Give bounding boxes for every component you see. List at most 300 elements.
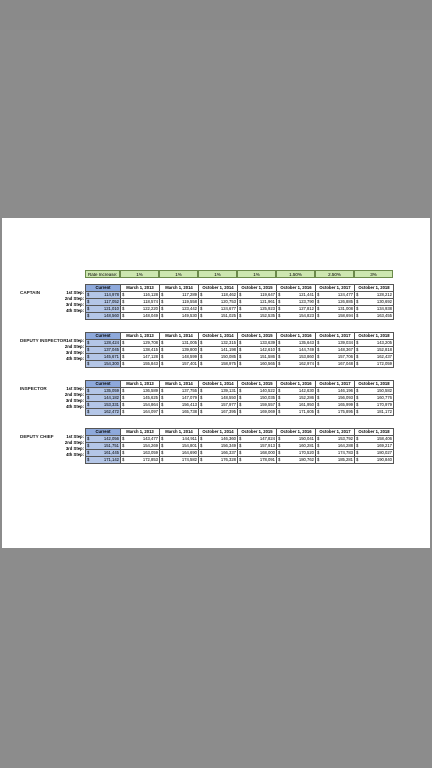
dollar-sign: $	[200, 313, 203, 318]
salary-value: 145,671	[103, 354, 119, 359]
salary-value: 147,079	[181, 395, 197, 400]
salary-value: 151,586	[259, 354, 275, 359]
salary-cell	[199, 409, 238, 416]
column-header: October 1, 2018	[355, 333, 394, 340]
salary-value: 153,792	[337, 436, 353, 441]
table-row	[86, 450, 394, 457]
dollar-sign: $	[317, 354, 320, 359]
dollar-sign: $	[122, 347, 125, 352]
salary-cell	[86, 306, 121, 313]
salary-value: 154,269	[142, 443, 158, 448]
rate-increase-value: 1%	[159, 270, 198, 278]
salary-cell	[199, 313, 238, 320]
salary-value: 190,840	[376, 457, 392, 462]
salary-value: 123,790	[298, 299, 314, 304]
dollar-sign: $	[356, 347, 359, 352]
dollar-sign: $	[87, 443, 90, 448]
salary-value: 160,281	[298, 443, 314, 448]
column-header: March 1, 2014	[160, 285, 199, 292]
dollar-sign: $	[87, 457, 90, 462]
salary-value: 169,069	[259, 409, 275, 414]
salary-cell	[86, 443, 121, 450]
dollar-sign: $	[87, 299, 90, 304]
salary-value: 174,783	[337, 450, 353, 455]
rate-increase-value: 3%	[354, 270, 393, 278]
dollar-sign: $	[239, 388, 242, 393]
salary-cell	[86, 313, 121, 320]
dollar-sign: $	[122, 395, 125, 400]
salary-cell	[316, 299, 355, 306]
salary-value: 185,281	[337, 457, 353, 462]
salary-value: 158,975	[220, 361, 236, 366]
dollar-sign: $	[122, 402, 125, 407]
salary-value: 140,522	[259, 388, 275, 393]
salary-cell	[160, 388, 199, 395]
salary-value: 135,059	[103, 388, 119, 393]
salary-cell	[86, 450, 121, 457]
dollar-sign: $	[87, 361, 90, 366]
salary-cell	[160, 457, 199, 464]
rate-increase-value: 1%	[198, 270, 237, 278]
salary-cell	[238, 402, 277, 409]
column-header: October 1, 2016	[277, 381, 316, 388]
dollar-sign: $	[161, 402, 164, 407]
dollar-sign: $	[239, 299, 242, 304]
salary-cell	[355, 450, 394, 457]
dollar-sign: $	[200, 395, 203, 400]
dollar-sign: $	[122, 457, 125, 462]
salary-cell	[199, 347, 238, 354]
salary-cell	[121, 354, 160, 361]
table-row	[86, 443, 394, 450]
table-row	[86, 347, 394, 354]
dollar-sign: $	[356, 354, 359, 359]
salary-value: 118,462	[221, 292, 236, 297]
salary-cell	[199, 395, 238, 402]
salary-cell	[238, 409, 277, 416]
dollar-sign: $	[200, 457, 203, 462]
salary-cell	[160, 361, 199, 368]
salary-value: 146,196	[337, 388, 353, 393]
dollar-sign: $	[356, 340, 359, 345]
dollar-sign: $	[317, 292, 320, 297]
rate-increase-value: 1%	[120, 270, 159, 278]
table-row	[86, 402, 394, 409]
salary-value: 130,692	[376, 299, 392, 304]
dollar-sign: $	[239, 340, 242, 345]
dollar-sign: $	[239, 395, 242, 400]
salary-cell	[121, 450, 160, 457]
salary-cell	[316, 361, 355, 368]
rate-increase-value: 1.50%	[276, 270, 315, 278]
dollar-sign: $	[239, 292, 242, 297]
dollar-sign: $	[161, 443, 164, 448]
salary-cell	[238, 313, 277, 320]
salary-cell	[121, 292, 160, 299]
dollar-sign: $	[317, 388, 320, 393]
salary-value: 149,530	[181, 313, 197, 318]
salary-value: 144,749	[298, 347, 314, 352]
dollar-sign: $	[239, 313, 242, 318]
salary-cell	[277, 457, 316, 464]
salary-cell	[199, 299, 238, 306]
dollar-sign: $	[356, 443, 359, 448]
dollar-sign: $	[317, 409, 320, 414]
salary-cell	[355, 306, 394, 313]
salary-cell	[238, 347, 277, 354]
salary-cell	[355, 402, 394, 409]
dollar-sign: $	[161, 313, 164, 318]
column-header: October 1, 2014	[199, 333, 238, 340]
dollar-sign: $	[278, 402, 281, 407]
dollar-sign: $	[122, 388, 125, 393]
column-header: March 1, 2013	[121, 285, 160, 292]
dollar-sign: $	[317, 347, 320, 352]
salary-table	[85, 380, 394, 416]
dollar-sign: $	[239, 354, 242, 359]
salary-value: 144,182	[103, 395, 119, 400]
salary-cell	[277, 409, 316, 416]
salary-value: 164,690	[181, 450, 197, 455]
salary-cell	[160, 436, 199, 443]
column-header: October 1, 2016	[277, 285, 316, 292]
salary-value: 123,442	[181, 306, 197, 311]
salary-cell	[316, 409, 355, 416]
salary-cell	[316, 354, 355, 361]
dollar-sign: $	[161, 395, 164, 400]
table-row	[86, 306, 394, 313]
dollar-sign: $	[239, 443, 242, 448]
dollar-sign: $	[200, 402, 203, 407]
salary-value: 147,128	[142, 354, 158, 359]
salary-value: 148,599	[181, 354, 197, 359]
salary-cell	[277, 354, 316, 361]
salary-cell	[355, 313, 394, 320]
dollar-sign: $	[200, 443, 203, 448]
step-label: 1st Step:	[66, 434, 84, 439]
dollar-sign: $	[87, 347, 90, 352]
salary-cell	[121, 306, 160, 313]
step-labels	[42, 434, 84, 458]
salary-value: 144,911	[182, 436, 197, 441]
dollar-sign: $	[356, 306, 359, 311]
table-row	[86, 340, 394, 347]
salary-value: 157,401	[181, 361, 197, 366]
salary-cell	[160, 402, 199, 409]
salary-value: 157,706	[337, 354, 353, 359]
salary-cell	[316, 450, 355, 457]
salary-value: 148,550	[220, 395, 236, 400]
step-labels	[42, 290, 84, 314]
step-label: 3rd Step:	[65, 302, 84, 307]
dollar-sign: $	[87, 409, 90, 414]
salary-cell	[277, 361, 316, 368]
salary-value: 175,895	[337, 409, 353, 414]
salary-value: 133,639	[259, 340, 275, 345]
dollar-sign: $	[278, 361, 281, 366]
salary-cell	[199, 340, 238, 347]
dollar-sign: $	[161, 306, 164, 311]
salary-cell	[199, 306, 238, 313]
salary-value: 161,950	[298, 402, 314, 407]
salary-cell	[160, 443, 199, 450]
salary-cell	[277, 450, 316, 457]
dollar-sign: $	[356, 436, 359, 441]
salary-value: 138,415	[142, 347, 158, 352]
salary-cell	[355, 354, 394, 361]
step-label: 3rd Step:	[65, 446, 84, 451]
salary-value: 128,212	[376, 292, 392, 297]
column-header: March 1, 2014	[160, 333, 199, 340]
dollar-sign: $	[200, 388, 203, 393]
dollar-sign: $	[278, 347, 281, 352]
dollar-sign: $	[317, 313, 320, 318]
salary-value: 162,437	[376, 354, 392, 359]
column-header: October 1, 2014	[199, 381, 238, 388]
salary-cell	[160, 292, 199, 299]
salary-value: 119,647	[260, 292, 275, 297]
salary-table	[85, 428, 394, 464]
salary-cell	[277, 313, 316, 320]
salary-value: 165,738	[181, 409, 197, 414]
dollar-sign: $	[278, 388, 281, 393]
salary-value: 145,625	[142, 395, 158, 400]
salary-cell	[355, 457, 394, 464]
step-label: 3rd Step:	[65, 350, 84, 355]
salary-value: 127,812	[298, 306, 314, 311]
dollar-sign: $	[356, 313, 359, 318]
salary-cell	[355, 409, 394, 416]
salary-cell	[316, 347, 355, 354]
salary-cell	[86, 457, 121, 464]
salary-cell	[86, 395, 121, 402]
header-row	[86, 381, 394, 388]
dollar-sign: $	[87, 354, 90, 359]
rate-increase-row	[85, 270, 393, 278]
column-header: Current	[86, 285, 121, 292]
salary-value: 160,565	[259, 361, 275, 366]
dollar-sign: $	[317, 306, 320, 311]
salary-value: 162,974	[298, 361, 314, 366]
dollar-sign: $	[356, 409, 359, 414]
salary-cell	[121, 313, 160, 320]
dollar-sign: $	[356, 450, 359, 455]
column-header: October 1, 2015	[238, 429, 277, 436]
salary-cell	[199, 354, 238, 361]
dollar-sign: $	[278, 340, 281, 345]
header-row	[86, 285, 394, 292]
salary-cell	[199, 450, 238, 457]
salary-cell	[160, 354, 199, 361]
salary-value: 137,045	[103, 347, 119, 352]
column-header: March 1, 2013	[121, 381, 160, 388]
dollar-sign: $	[87, 292, 90, 297]
dollar-sign: $	[317, 361, 320, 366]
dollar-sign: $	[317, 443, 320, 448]
table-row	[86, 354, 394, 361]
salary-value: 154,864	[142, 402, 158, 407]
salary-cell	[277, 347, 316, 354]
dollar-sign: $	[161, 450, 164, 455]
column-header: October 1, 2017	[316, 285, 355, 292]
dollar-sign: $	[317, 436, 320, 441]
salary-value: 172,853	[142, 457, 158, 462]
dollar-sign: $	[161, 388, 164, 393]
salary-value: 158,694	[337, 313, 353, 318]
salary-value: 181,172	[376, 409, 392, 414]
dollar-sign: $	[122, 313, 125, 318]
salary-cell	[277, 402, 316, 409]
dollar-sign: $	[122, 354, 125, 359]
salary-cell	[121, 457, 160, 464]
salary-cell	[316, 443, 355, 450]
salary-value: 165,999	[337, 402, 353, 407]
rate-increase-value: 2.50%	[315, 270, 354, 278]
salary-value: 148,560	[103, 313, 119, 318]
rate-increase-label: Rate Increase:	[85, 270, 120, 278]
dollar-sign: $	[161, 436, 164, 441]
salary-cell	[238, 436, 277, 443]
dollar-sign: $	[161, 457, 164, 462]
salary-value: 119,558	[182, 299, 197, 304]
salary-value: 153,331	[103, 402, 119, 407]
salary-value: 150,582	[376, 388, 392, 393]
column-header: October 1, 2016	[277, 429, 316, 436]
salary-value: 172,059	[376, 361, 392, 366]
section-title: DEPUTY CHIEF	[20, 434, 54, 439]
dollar-sign: $	[356, 457, 359, 462]
salary-cell	[277, 388, 316, 395]
salary-value: 159,557	[259, 402, 275, 407]
step-label: 4th Step:	[66, 356, 84, 361]
salary-value: 169,217	[376, 443, 392, 448]
salary-cell	[121, 402, 160, 409]
salary-value: 150,041	[298, 436, 314, 441]
salary-cell	[355, 436, 394, 443]
dollar-sign: $	[317, 299, 320, 304]
dollar-sign: $	[200, 340, 203, 345]
salary-value: 151,025	[220, 313, 236, 318]
salary-cell	[160, 340, 199, 347]
step-label: 2nd Step:	[64, 440, 84, 445]
salary-cell	[160, 395, 199, 402]
dollar-sign: $	[161, 361, 164, 366]
salary-cell	[355, 443, 394, 450]
column-header: October 1, 2015	[238, 285, 277, 292]
salary-value: 168,000	[259, 450, 275, 455]
dollar-sign: $	[278, 306, 281, 311]
salary-value: 174,582	[181, 457, 197, 462]
salary-cell	[355, 292, 394, 299]
salary-table	[85, 284, 394, 320]
salary-cell	[121, 361, 160, 368]
table-row	[86, 388, 394, 395]
column-header: March 1, 2013	[121, 429, 160, 436]
salary-cell	[86, 361, 121, 368]
salary-cell	[86, 340, 121, 347]
dollar-sign: $	[278, 299, 281, 304]
salary-cell	[199, 443, 238, 450]
section-title: DEPUTY INSPECTOR	[20, 338, 67, 343]
dollar-sign: $	[200, 361, 203, 366]
salary-value: 171,142	[103, 457, 119, 462]
step-label: 4th Step:	[66, 404, 84, 409]
salary-value: 176,328	[220, 457, 236, 462]
salary-value: 148,367	[337, 347, 353, 352]
salary-value: 116,128	[143, 292, 158, 297]
salary-value: 136,589	[142, 388, 158, 393]
step-label: 1st Step:	[66, 290, 84, 295]
salary-value: 117,289	[182, 292, 197, 297]
step-labels	[42, 386, 84, 410]
step-label: 2nd Step:	[64, 344, 84, 349]
salary-cell	[160, 347, 199, 354]
salary-value: 146,360	[220, 436, 236, 441]
salary-value: 142,610	[259, 347, 275, 352]
salary-value: 153,860	[298, 354, 314, 359]
dollar-sign: $	[87, 436, 90, 441]
dollar-sign: $	[239, 450, 242, 455]
dollar-sign: $	[161, 299, 164, 304]
dollar-sign: $	[200, 354, 203, 359]
salary-cell	[355, 347, 394, 354]
salary-value: 167,048	[337, 361, 353, 366]
salary-value: 147,824	[259, 436, 275, 441]
salary-value: 126,885	[337, 299, 353, 304]
dollar-sign: $	[87, 340, 90, 345]
salary-value: 170,979	[376, 402, 392, 407]
salary-cell	[160, 306, 199, 313]
salary-value: 132,315	[220, 340, 236, 345]
step-label: 2nd Step:	[64, 296, 84, 301]
salary-value: 124,677	[220, 306, 236, 311]
dollar-sign: $	[356, 299, 359, 304]
salary-value: 163,455	[376, 313, 392, 318]
dollar-sign: $	[122, 361, 125, 366]
salary-cell	[277, 395, 316, 402]
salary-cell	[238, 299, 277, 306]
salary-cell	[86, 347, 121, 354]
dollar-sign: $	[161, 354, 164, 359]
table-row	[86, 409, 394, 416]
salary-value: 156,349	[220, 443, 236, 448]
salary-cell	[160, 450, 199, 457]
dollar-sign: $	[356, 388, 359, 393]
salary-cell	[121, 436, 160, 443]
column-header: October 1, 2016	[277, 333, 316, 340]
salary-value: 121,010	[103, 306, 119, 311]
salary-cell	[316, 313, 355, 320]
dollar-sign: $	[122, 340, 125, 345]
dollar-sign: $	[356, 402, 359, 407]
step-label: 1st Step:	[66, 386, 84, 391]
dollar-sign: $	[239, 402, 242, 407]
salary-value: 143,205	[376, 340, 392, 345]
dollar-sign: $	[278, 443, 281, 448]
salary-cell	[238, 354, 277, 361]
table-row	[86, 457, 394, 464]
salary-cell	[238, 443, 277, 450]
dollar-sign: $	[278, 457, 281, 462]
dollar-sign: $	[356, 361, 359, 366]
dollar-sign: $	[317, 457, 320, 462]
column-header: October 1, 2018	[355, 429, 394, 436]
dollar-sign: $	[122, 436, 125, 441]
column-header: October 1, 2018	[355, 381, 394, 388]
salary-cell	[355, 395, 394, 402]
salary-value: 137,755	[181, 388, 197, 393]
step-label: 4th Step:	[66, 308, 84, 313]
